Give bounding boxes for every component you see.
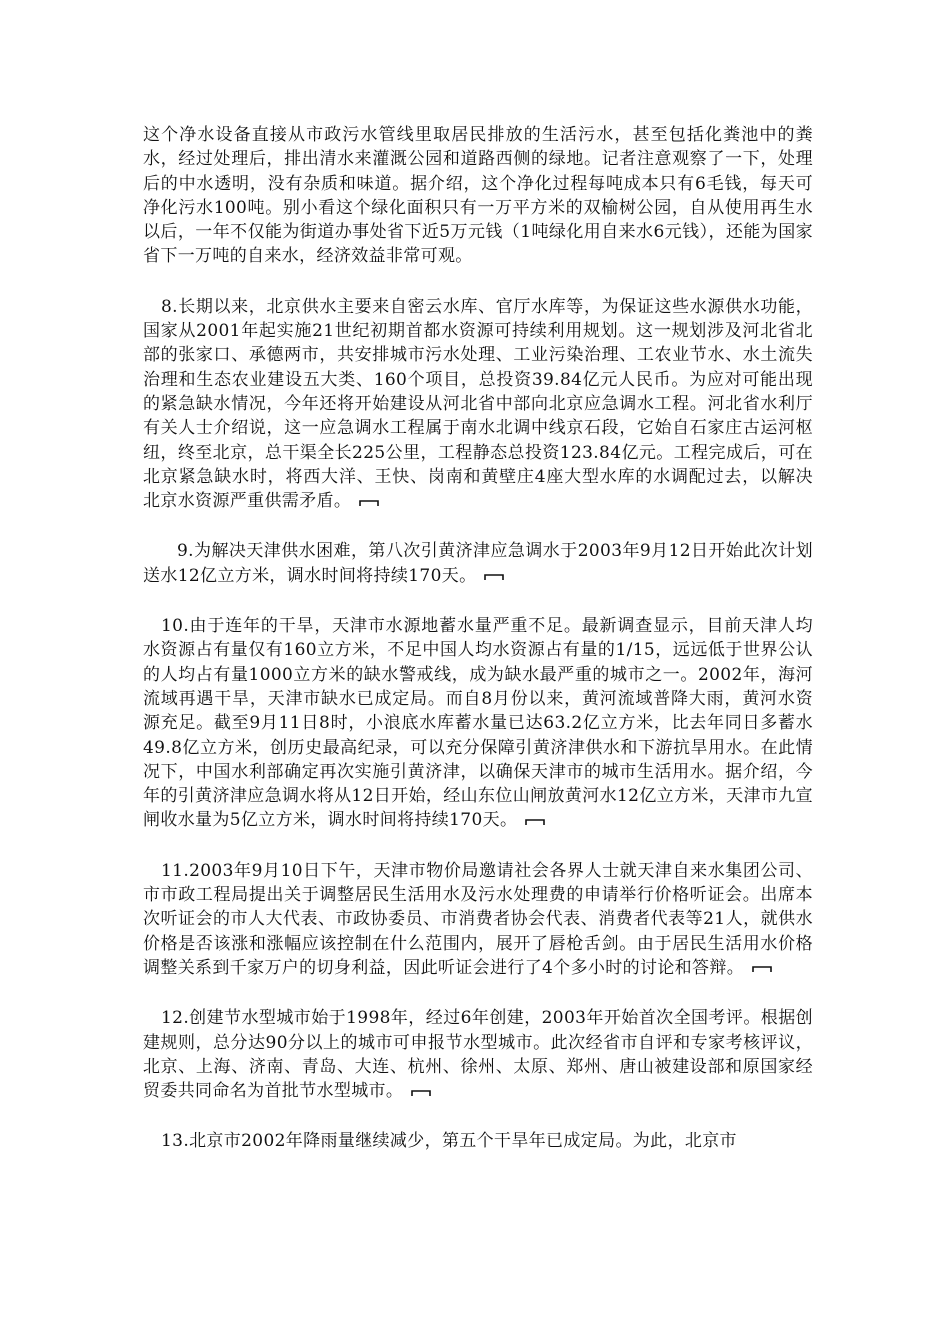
document-body	[143, 123, 813, 1154]
paragraph-end-mark-icon	[752, 963, 772, 973]
paragraph-end-mark-icon	[411, 1087, 431, 1097]
paragraph-11	[143, 859, 813, 980]
paragraph-text: 11.2003年9月10日下午，天津市物价局邀请社会各界人士就天津自来水集团公司、市市政工程局提出关于调整居民生活用水及污水处理费的申请举行价格听证会。出席本次听证会的市人大代表、市政协委员、市消费者协会代表、消费者代表等21人，就供水价格是否该涨和涨幅应该控制在什么范围内，展开了唇枪舌剑。由于居民生活用水价格调整关系到千家万户的切身利益，因此听证会进行了4个多小时的讨论和答辩。	[143, 860, 813, 978]
paragraph-text: 9.为解决天津供水困难，第八次引黄济津应急调水于2003年9月12日开始此次计划送水12亿立方米，调水时间将持续170天。	[143, 541, 813, 586]
paragraph-text: 8.长期以来，北京供水主要来自密云水库、官厅水库等，为保证这些水源供水功能，国家从2001年起实施21世纪初期首都水资源可持续利用规划。这一规划涉及河北省北部的张家口、承德两市，共安排城市污水处理、工业污染治理、工农业节水、水土流失治理和生态农业建设五大类、160个项目，总投资39.84亿元人民币。为应对可能出现的紧急缺水情况，今年还将开始建设从河北省中部向北京应急调水工程。河北省水利厅有关人士介绍说，这一应急调水工程属于南水北调中线京石段，它始自石家庄古运河枢纽，终至北京，总干渠全长225公里，工程静态总投资123.84亿元。工程完成后，可在北京紧急缺水时，将西大洋、王快、岗南和黄壁庄4座大型水库的水调配过去，以解决北京水资源严重供需矛盾。	[143, 296, 813, 512]
paragraph-13	[143, 1129, 813, 1153]
paragraph-7-continued	[143, 123, 813, 269]
paragraph-end-mark-icon	[484, 571, 504, 581]
paragraph-10	[143, 614, 813, 833]
paragraph-text: 10.由于连年的干旱，天津市水源地蓄水量严重不足。最新调查显示，目前天津人均水资源占有量仅有160立方米，不足中国人均水资源占有量的1/15，远远低于世界公认的人均占有量1000立方米的缺水警戒线，成为缺水最严重的城市之一。2002年，海河流域再遇干旱，天津市缺水已成定局。而自8月份以来，黄河流域普降大雨，黄河水资源充足。截至9月11日8时，小浪底水库蓄水量已达63.2亿立方米，比去年同日多蓄水49.8亿立方米，创历史最高纪录，可以充分保障引黄济津供水和下游抗旱用水。在此情况下，中国水利部确定再次实施引黄济津，以确保天津市的城市生活用水。据介绍，今年的引黄济津应急调水将从12日开始，经山东位山闸放黄河水12亿立方米，天津市九宣闸收水量为5亿立方米，调水时间将持续170天。	[143, 616, 813, 831]
paragraph-text: 12.创建节水型城市始于1998年，经过6年创建，2003年开始首次全国考评。根据创建规则，总分达90分以上的城市可申报节水型城市。此次经省市自评和专家考核评议，北京、上海、济南、青岛、大连、杭州、徐州、太原、郑州、唐山被建设部和原国家经贸委共同命名为首批节水型城市。	[143, 1008, 813, 1102]
paragraph-12	[143, 1006, 813, 1103]
paragraph-text: 13.北京市2002年降雨量继续减少，第五个干旱年已成定局。为此，北京市	[161, 1131, 737, 1152]
paragraph-text: 这个净水设备直接从市政污水管线里取居民排放的生活污水，甚至包括化粪池中的粪水，经过处理后，排出清水来灌溉公园和道路西侧的绿地。记者注意观察了一下，处理后的中水透明，没有杂质和味道。据介绍，这个净化过程每吨成本只有6毛钱，每天可净化污水100吨。别小看这个绿化面积只有一万平方米的双榆树公园，自从使用再生水以后，一年不仅能为街道办事处省下近5万元钱（1吨绿化用自来水6元钱），还能为国家省下一万吨的自来水，经济效益非常可观。	[143, 125, 813, 267]
paragraph-9	[143, 539, 813, 588]
paragraph-end-mark-icon	[525, 816, 545, 826]
paragraph-8	[143, 295, 813, 514]
paragraph-end-mark-icon	[359, 497, 379, 507]
